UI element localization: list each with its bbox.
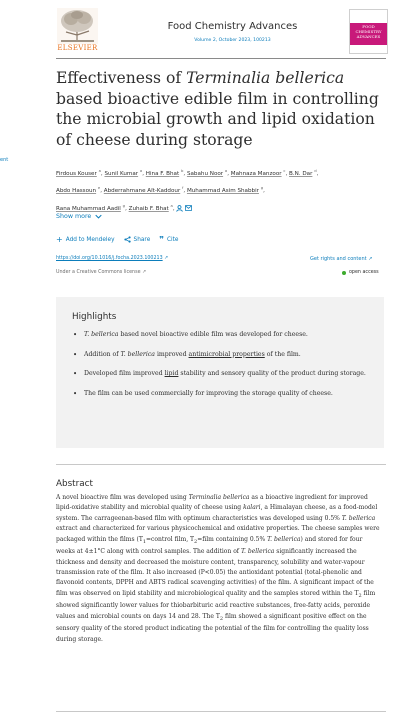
abstract-text: A novel bioactive film was developed using Terminalia bellerica as a bioactive ingredient for improved lipid-oxidative stability and microbial quality of cheese using kalari, a Himalayan cheese, as a food-model system. The carrageenan-based film with optimum characteristics was developed using 0.5% T. bellerica extract and characterized for various physicochemical and oxidative properties. The cheese samples were packaged within the films ($T_1=control$ film, $T_2=film$ containing 0.5% T. bellerica) and stored for four weeks at 4±1°C along with control samples. The addition of T. bellerica significantly increased the thickness and density and decreased the moisture content, transparency, solubility and water-vapour transmission rate of the film. It also increased (P<0.05) the antioxidant potential (total-phenolic and flavonoid contents, DPPH and ABTS radical scavenging activities) of the film. A significant impact of the film was observed on lipid stability and microbiological quality and the samples stored within the $T_2$ film showed significantly lower values for thiobarbituric acid reactive substances, free-fatty acids, peroxide values and microbial counts on days 14 and 28. The $T_2$ film showed a significant positive effect on the sensory quality of the stored product indicating the potential of the film for controlling the quality loss during storage. bbox=[56, 494, 380, 643]
email-icon[interactable] bbox=[185, 205, 192, 211]
elsevier-wordmark: ELSEVIER bbox=[57, 44, 98, 52]
license-link[interactable]: Under a Creative Commons license ↗ bbox=[56, 270, 147, 275]
journal-title[interactable]: Food Chemistry Advances bbox=[167, 21, 298, 32]
author-link[interactable]: Rana Muhammad Aadil bbox=[56, 205, 121, 212]
highlights-list bbox=[72, 330, 372, 400]
get-rights-link[interactable]: Get rights and content ↗ bbox=[310, 256, 373, 262]
author-link[interactable]: Abderrahmane Aït-Kaddour bbox=[103, 188, 181, 195]
sidebar-link-fragment[interactable]: ent bbox=[0, 157, 9, 163]
share-button[interactable]: Share bbox=[124, 235, 151, 244]
external-link-icon: ↗ bbox=[142, 270, 147, 275]
abstract-heading: Abstract bbox=[56, 479, 93, 489]
highlight-item: • Addition of T. bellerica improved antimicrobial properties of the film. bbox=[72, 350, 372, 361]
show-more-button[interactable]: Show more bbox=[56, 213, 102, 220]
article-actions bbox=[56, 235, 178, 244]
author-link[interactable]: Mahnaza Manzoor bbox=[230, 170, 282, 177]
highlight-item: • The film can be used commercially for improving the storage quality of cheese. bbox=[72, 389, 372, 400]
author-link[interactable]: B.N. Dar bbox=[289, 170, 313, 177]
highlight-item: • Developed film improved lipid stability and sensory quality of the product during storage. bbox=[72, 369, 372, 380]
author-link[interactable]: Zuhaib F. Bhat bbox=[128, 205, 169, 212]
journal-volume-link[interactable]: Volume 2, October 2023, 100213 bbox=[194, 38, 271, 43]
quote-icon: ❞ bbox=[159, 235, 164, 244]
topic-link[interactable]: lipid bbox=[164, 370, 179, 378]
topic-link[interactable]: antimicrobial properties bbox=[188, 350, 265, 358]
add-to-mendeley-button[interactable]: + Add to Mendeley bbox=[56, 234, 115, 244]
section-divider bbox=[56, 464, 386, 465]
header-divider bbox=[56, 58, 386, 59]
section-divider bbox=[56, 711, 386, 712]
article-title: Effectiveness of Terminalia bellerica based bioactive edible film in controlling the microbial growth and lipid oxidation of cheese during storage bbox=[56, 69, 379, 149]
highlights-heading: Highlights bbox=[72, 312, 117, 322]
cite-button[interactable]: ❞ Cite bbox=[159, 235, 179, 244]
journal-cover-thumbnail[interactable] bbox=[349, 9, 388, 54]
share-icon bbox=[124, 236, 131, 243]
person-icon[interactable] bbox=[176, 205, 183, 212]
open-access-icon bbox=[342, 271, 346, 275]
author-link[interactable]: Firdous Kouser bbox=[56, 170, 97, 177]
author-link[interactable]: Abdo Hassoun bbox=[56, 188, 97, 195]
author-link[interactable]: Sunil Kumar bbox=[104, 170, 139, 177]
plus-icon: + bbox=[56, 234, 63, 244]
doi-link[interactable]: https://doi.org/10.1016/j.focha.2023.100213 ↗ bbox=[56, 256, 169, 261]
author-link[interactable]: Hina F. Bhat bbox=[145, 170, 180, 177]
author-link[interactable]: Sabahu Noor bbox=[186, 170, 224, 177]
highlight-item: • T. bellerica based novel bioactive edible film was developed for cheese. bbox=[72, 330, 372, 341]
external-link-icon: ↗ bbox=[368, 256, 373, 262]
author-link[interactable]: Muhammad Asim Shabbir bbox=[186, 188, 259, 195]
open-access-badge: open access bbox=[342, 270, 379, 275]
chevron-down-icon bbox=[95, 214, 102, 219]
author-list: Firdous Kouser $^a$, Sunil Kumar $^a$, Hina F. Bhat $^b$, Sabahu Noor $^a$, Mahnaza Manzoor $^c$, B.N. Dar $^d$, Abdo Hassoun $^e$, Abderrahmane Aït-Kaddour $^f$, Muhammad Asim Shabbir $^g$, Rana Muhammad Aadil $^g$, Zuhaib F. Bhat $^a$, bbox=[56, 168, 319, 212]
external-link-icon: ↗ bbox=[164, 256, 169, 261]
cover-title: FOOD CHEMISTRY ADVANCES bbox=[355, 24, 382, 39]
